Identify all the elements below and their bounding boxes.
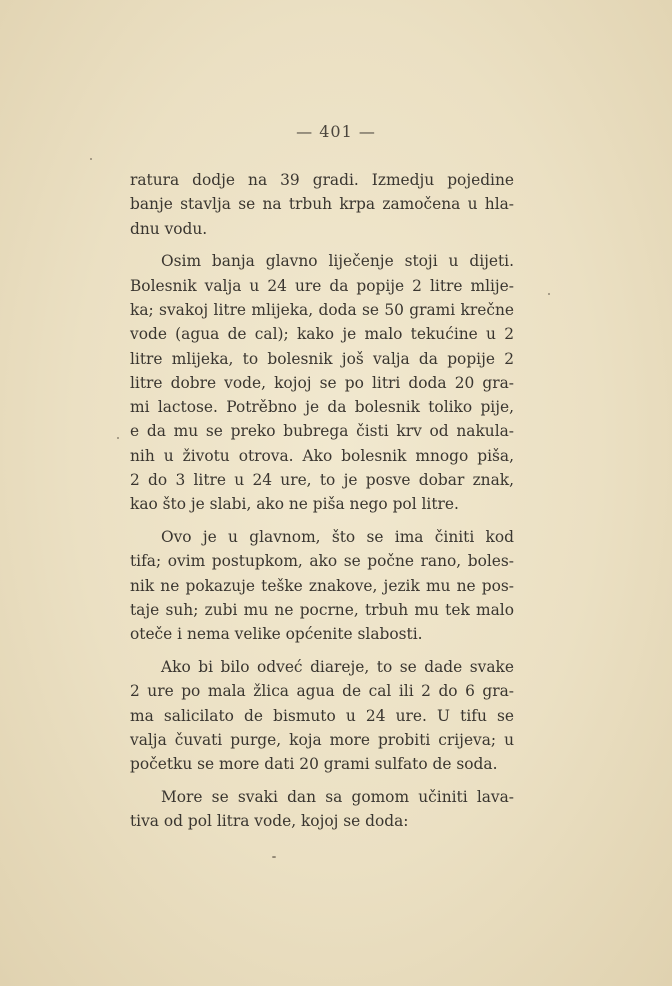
text-line: vode (agua de cal); kako je malo tekućine u 2	[130, 325, 514, 344]
text-line: banje stavlja se na trbuh krpa zamočena u hla-	[130, 195, 514, 214]
body-text	[130, 168, 514, 834]
text-line: litre dobre vode, kojoj se po litri doda 20 gra-	[130, 373, 514, 392]
paper-speck	[272, 856, 276, 858]
paper-speck	[117, 437, 119, 439]
paragraph-3	[130, 525, 514, 646]
page-number: — 401 —	[296, 122, 376, 141]
paper-speck	[548, 293, 550, 295]
text-line: 2 ure po mala žlica agua de cal ili 2 do 6 gra-	[130, 682, 514, 701]
text-line: nik ne pokazuje teške znakove, jezik mu ne pos-	[130, 576, 514, 595]
text-line: početku se more dati 20 grami sulfato de soda.	[130, 755, 498, 774]
paragraph-4	[130, 655, 514, 776]
text-line: tifa; ovim postupkom, ako se počne rano, boles-	[130, 552, 514, 571]
text-line: Ovo je u glavnom, što se ima činiti kod	[161, 528, 514, 547]
text-line: ma salicilato de bismuto u 24 ure. U tifu se	[130, 706, 514, 725]
text-line: ratura dodje na 39 gradi. Izmedju pojedine	[130, 171, 514, 189]
text-line: More se svaki dan sa gomom učiniti lava-	[161, 788, 514, 807]
text-line: dnu vodu.	[130, 219, 208, 238]
text-line: kao što je slabi, ako ne piša nego pol litre.	[130, 495, 459, 514]
text-line: e da mu se preko bubrega čisti krv od nakula-	[130, 422, 514, 441]
text-line: tiva od pol litra vode, kojoj se doda:	[130, 812, 409, 831]
paragraph-2	[130, 249, 514, 516]
paragraph-1	[130, 168, 514, 241]
text-line: mi lactose. Potrěbno je da bolesnik toliko pije,	[130, 398, 514, 417]
text-line: 2 do 3 litre u 24 ure, to je posve dobar znak,	[130, 471, 514, 490]
text-line: valja čuvati purge, koja more probiti crijeva; u	[130, 731, 514, 750]
text-line: nih u životu otrova. Ako bolesnik mnogo piša,	[130, 446, 514, 465]
text-line: taje suh; zubi mu ne pocrne, trbuh mu tek malo	[130, 601, 514, 620]
text-line: litre mlijeka, to bolesnik još valja da popije 2	[130, 349, 514, 368]
paragraph-5	[130, 785, 514, 834]
text-line: oteče i nema velike općenite slabosti.	[130, 625, 423, 644]
text-line: ka; svakoj litre mlijeka, doda se 50 grami krečne	[130, 300, 514, 319]
paper-speck	[90, 158, 92, 160]
text-line: Osim banja glavno liječenje stoji u dijeti.	[161, 252, 514, 271]
text-line: Ako bi bilo odveć diareje, to se dade svake	[161, 658, 514, 677]
text-line: Bolesnik valja u 24 ure da popije 2 litre mlije-	[130, 276, 514, 295]
